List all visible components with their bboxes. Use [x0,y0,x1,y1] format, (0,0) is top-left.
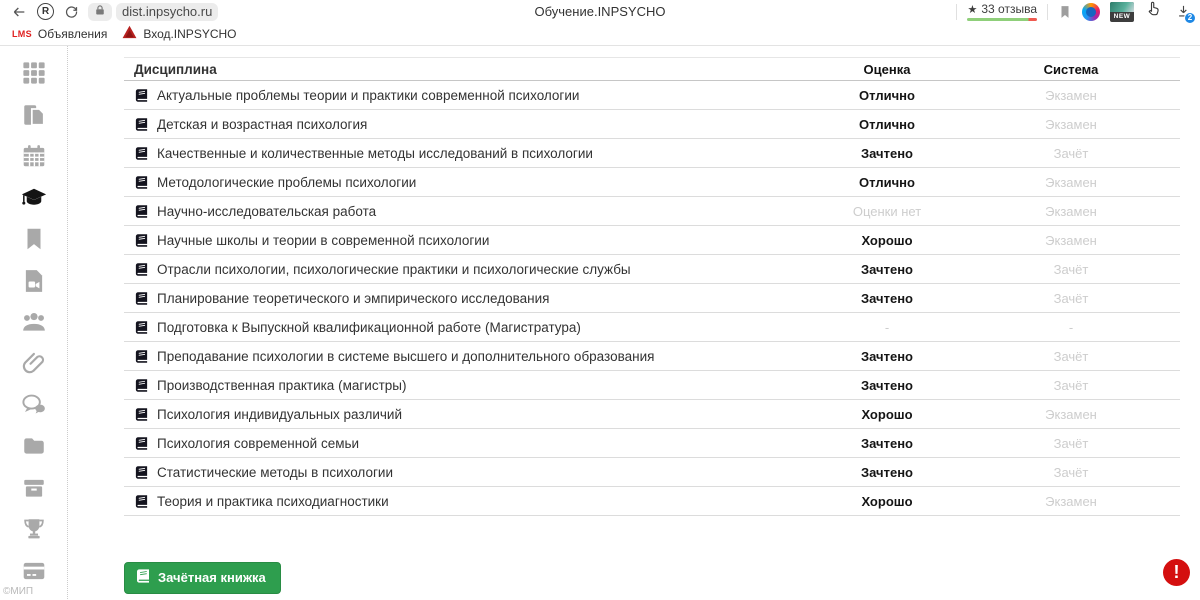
table-row[interactable] [124,168,1180,197]
site-reviews-widget[interactable] [967,2,1037,21]
discipline-name: Качественные и количественные методы исследований в психологии [157,145,593,161]
download-icon[interactable] [1172,1,1194,23]
grade-cell: Отлично [859,174,915,190]
table-row[interactable] [124,226,1180,255]
discipline-name: Психология современной семьи [157,435,360,451]
book-icon [135,568,151,587]
table-row[interactable] [124,487,1180,516]
discipline-cell [124,262,812,277]
discipline-name: Производственная практика (магистры) [157,377,407,393]
discipline-name: Подготовка к Выпускной квалификационной работе (Магистратура) [157,319,581,335]
grade-cell: Отлично [859,87,915,103]
book-icon [134,233,149,248]
discipline-cell [124,291,812,306]
new-tab-collection-icon[interactable] [1110,2,1134,22]
system-cell: Зачёт [1053,435,1089,451]
discipline-name: Методологические проблемы психологии [157,174,417,190]
discipline-cell [124,494,812,509]
lock-icon [94,3,106,21]
system-cell: Экзамен [1045,232,1097,248]
system-cell: Зачёт [1053,145,1089,161]
alert-notification-icon[interactable]: ! [1163,559,1190,586]
discipline-cell [124,88,812,103]
bookmark-item-announcements[interactable] [8,25,111,43]
bookmark-label: Объявления [37,27,108,41]
system-cell: Зачёт [1053,377,1089,393]
star-icon: ★ [967,3,978,16]
table-row[interactable] [124,313,1180,342]
back-icon[interactable] [6,2,32,22]
book-icon [134,320,149,335]
collection-thumbnail [1110,2,1134,12]
calendar-icon[interactable] [20,143,47,169]
rating-bar [967,18,1037,21]
column-header-discipline: Дисциплина [134,61,217,77]
grade-cell: - [884,319,890,335]
table-row[interactable] [124,342,1180,371]
system-cell: Экзамен [1045,116,1097,132]
discipline-name: Актуальные проблемы теории и практики современной психологии [157,87,580,103]
book-icon [134,407,149,422]
book-icon [134,436,149,451]
system-cell: Зачёт [1053,261,1089,277]
gesture-hand-icon[interactable] [1144,0,1162,23]
folder-icon[interactable] [20,433,47,459]
yandex-icon[interactable] [32,2,58,22]
table-row[interactable] [124,110,1180,139]
book-icon [134,465,149,480]
graduation-cap-icon[interactable] [20,184,47,210]
reviews-count: 33 отзыва [981,2,1037,16]
discipline-cell [124,320,812,335]
bookmark-flag-icon[interactable] [1058,4,1072,20]
discipline-cell [124,465,812,480]
system-cell: Экзамен [1045,203,1097,219]
download-count-badge: 2 [1184,12,1196,24]
users-group-icon[interactable] [20,309,47,335]
url-text: dist.inpsycho.ru [122,4,213,19]
apps-grid-icon[interactable] [20,60,47,86]
address-bar[interactable] [116,3,218,21]
extension-circle-icon[interactable] [1082,3,1100,21]
grade-cell: Зачтено [861,261,913,277]
book-icon [134,88,149,103]
book-icon [134,378,149,393]
paperclip-icon[interactable] [20,350,47,376]
page-title: Обучение.INPSYCHO [534,4,666,19]
table-row[interactable] [124,197,1180,226]
system-cell: Экзамен [1045,87,1097,103]
system-cell: Экзамен [1045,174,1097,190]
mip-triangle-logo [122,25,137,44]
grade-cell: Зачтено [861,145,913,161]
toolbar-divider [1047,4,1048,20]
reload-icon[interactable] [58,2,84,22]
table-header-row [124,57,1180,81]
discipline-name: Психология индивидуальных различий [157,406,402,422]
table-row[interactable] [124,81,1180,110]
table-row[interactable] [124,255,1180,284]
table-row[interactable] [124,139,1180,168]
video-file-icon[interactable] [20,267,47,293]
gradebook-button[interactable] [124,562,281,594]
discipline-name: Научно-исследовательская работа [157,203,377,219]
discipline-name: Преподавание психологии в системе высшего и дополнительного образования [157,348,655,364]
book-icon [134,494,149,509]
bookmark-item-login[interactable] [118,23,240,46]
grade-cell: Зачтено [861,290,913,306]
lms-logo: LMS [12,29,32,39]
discipline-cell [124,378,812,393]
table-row[interactable] [124,284,1180,313]
table-row[interactable] [124,429,1180,458]
discipline-name: Отрасли психологии, психологические практики и психологические службы [157,261,631,277]
table-body [124,81,1180,516]
extension-circle-center [1086,7,1096,17]
discipline-name: Научные школы и теории в современной психологии [157,232,490,248]
column-header-system: Система [1043,61,1099,77]
grade-cell: Хорошо [861,493,913,509]
discipline-name: Планирование теоретического и эмпирического исследования [157,290,550,306]
column-header-grade: Оценка [863,61,911,77]
bookmarks-bar [0,23,1200,46]
archive-box-icon[interactable] [20,475,47,501]
yandex-letter: Я [37,3,54,20]
discipline-name: Детская и возрастная психология [157,116,368,132]
new-badge-label: NEW [1113,12,1131,20]
grade-cell: Отлично [859,116,915,132]
book-icon [134,204,149,219]
discipline-cell [124,407,812,422]
system-cell: Зачёт [1053,464,1089,480]
id-card-icon[interactable] [20,558,47,584]
chat-icon[interactable] [20,392,47,418]
book-icon [134,291,149,306]
book-icon [134,117,149,132]
book-icon [134,349,149,364]
table-row[interactable] [124,400,1180,429]
system-cell: Зачёт [1053,348,1089,364]
discipline-cell [124,146,812,161]
toolbar-divider [956,4,957,20]
grade-cell: Зачтено [861,464,913,480]
table-row[interactable] [124,458,1180,487]
site-security-chip[interactable] [88,3,112,21]
grade-cell: Зачтено [861,377,913,393]
discipline-cell [124,117,812,132]
discipline-cell [124,175,812,190]
discipline-cell [124,349,812,364]
trophy-icon[interactable] [20,516,47,542]
grade-cell: Хорошо [861,406,913,422]
grade-cell: Оценки нет [852,203,922,219]
system-cell: Экзамен [1045,493,1097,509]
system-cell: - [1068,319,1074,335]
grade-cell: Зачтено [861,348,913,364]
book-icon [134,146,149,161]
discipline-cell [124,436,812,451]
main-content [68,46,1200,599]
discipline-cell [124,204,812,219]
app-sidebar [0,46,68,599]
discipline-name: Теория и практика психодиагностики [157,493,389,509]
documents-icon[interactable] [20,101,47,127]
table-row[interactable] [124,371,1180,400]
copyright-label: ©МИП [3,586,34,597]
discipline-name: Статистические методы в психологии [157,464,393,480]
gradebook-button-label: Зачётная книжка [158,570,266,585]
bookmark-icon[interactable] [20,226,47,252]
book-icon [134,175,149,190]
book-icon [134,262,149,277]
grades-table [124,57,1180,516]
bookmark-label: Вход.INPSYCHO [143,27,237,41]
system-cell: Зачёт [1053,290,1089,306]
system-cell: Экзамен [1045,406,1097,422]
discipline-cell [124,233,812,248]
grade-cell: Зачтено [861,435,913,451]
browser-toolbar [0,0,1200,23]
grade-cell: Хорошо [861,232,913,248]
